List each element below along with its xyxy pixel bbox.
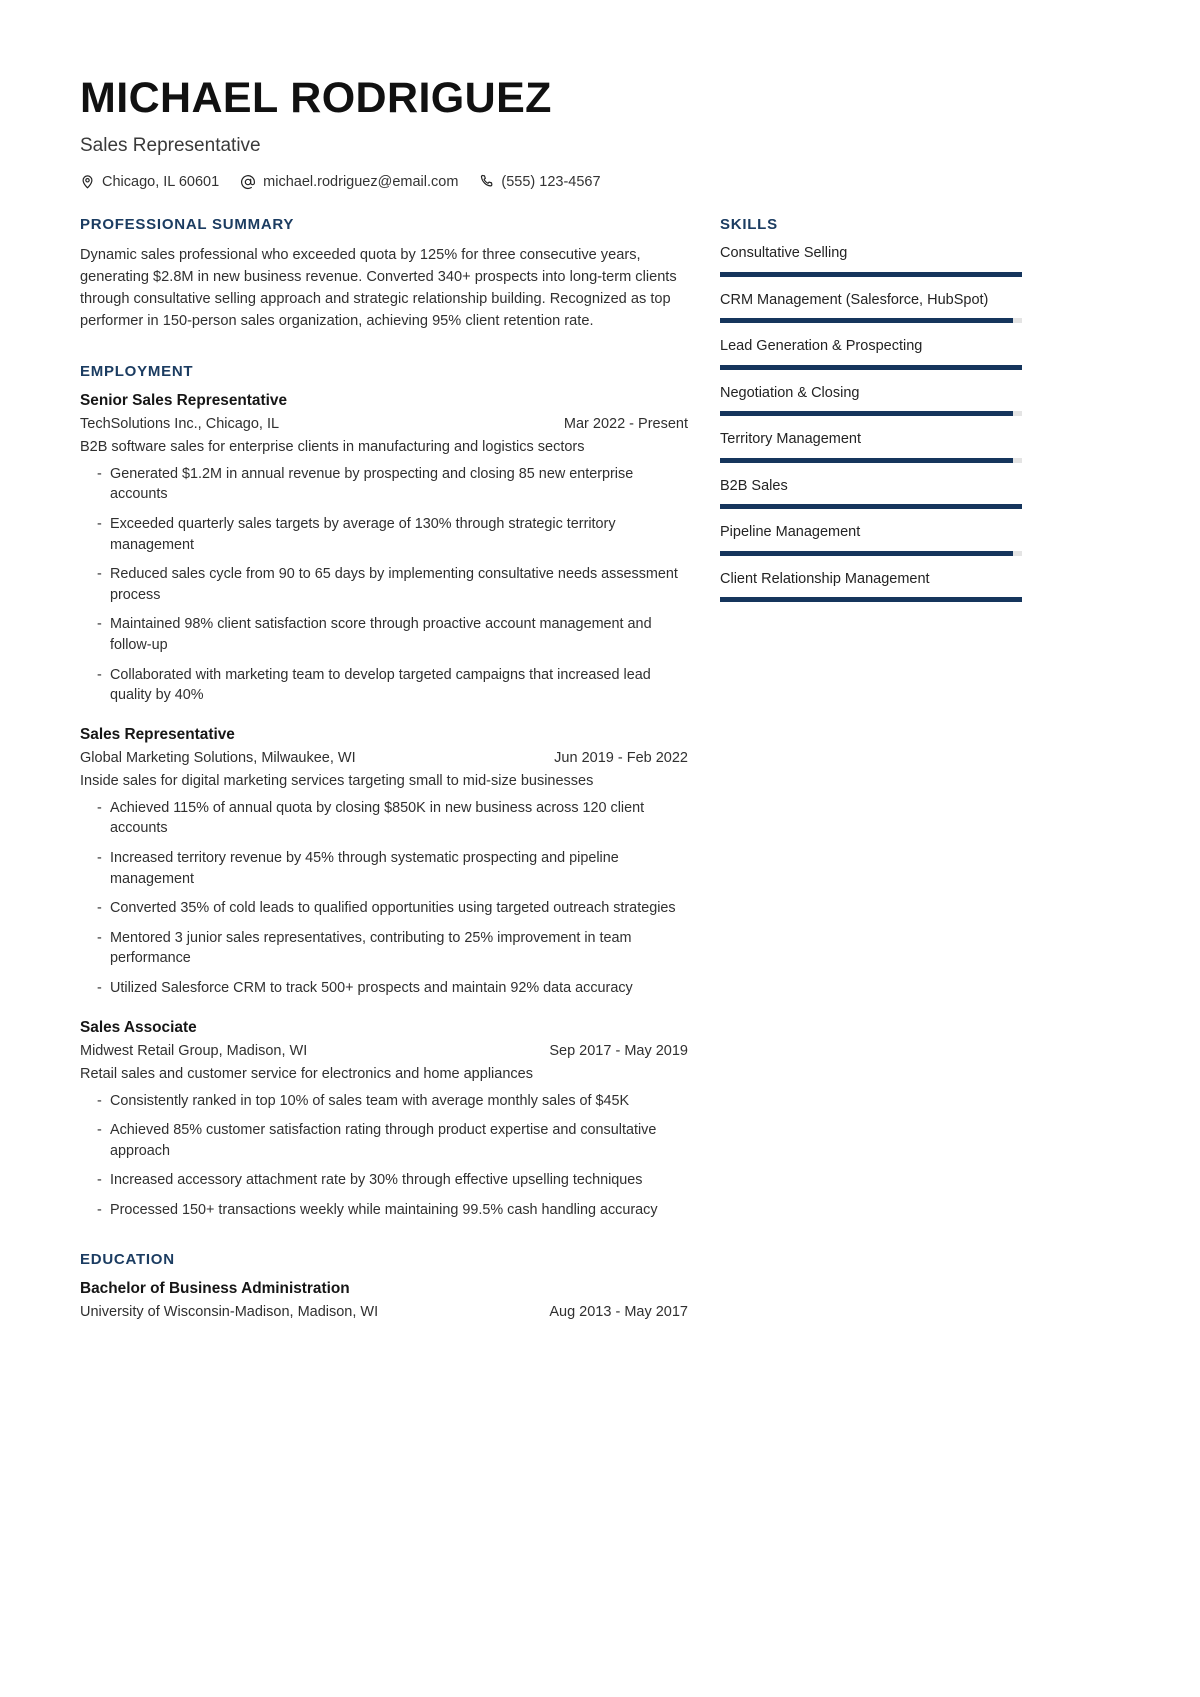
job-company: TechSolutions Inc., Chicago, IL [80,416,280,433]
job-bullet: - Reduced sales cycle from 90 to 65 days by implementing consultative needs assessment process [80,564,688,605]
contact-row [80,174,1030,190]
job-position: Senior Sales Representative [80,391,288,409]
section-skills [720,216,1022,603]
job-description: Inside sales for digital marketing services targeting small to mid-size businesses [80,772,594,789]
education-entry [80,1279,688,1323]
resume-header [80,74,1030,190]
skill-level-bar [720,551,1022,556]
job-dates: Jun 2019 - Feb 2022 [554,750,688,767]
skill-entry [720,337,1022,370]
skill-level-fill [720,597,1022,602]
phone-icon [479,174,494,189]
employment-entry [80,1018,688,1221]
skill-level-fill [720,551,1013,556]
skill-name: Territory Management [720,431,862,448]
section-professional-summary [80,216,688,333]
skill-name: Client Relationship Management [720,570,930,587]
contact-location [80,174,219,190]
job-company: Midwest Retail Group, Madison, WI [80,1043,308,1060]
job-description: B2B software sales for enterprise clients in manufacturing and logistics sectors [80,438,585,455]
job-bullet-list [80,1091,688,1221]
skill-level-bar [720,318,1022,323]
job-bullet: - Consistently ranked in top 10% of sales team with average monthly sales of $45K [80,1091,688,1112]
job-meta [80,748,688,768]
job-bullet: - Mentored 3 junior sales representatives, contributing to 25% improvement in team performance [80,928,688,969]
job-dates: Mar 2022 - Present [563,416,688,433]
job-bullet-list [80,798,688,999]
skill-level-bar [720,411,1022,416]
skill-entry [720,430,1022,463]
main-column [80,216,688,1353]
skill-entry [720,570,1022,603]
email-at-icon [240,174,256,190]
job-bullet: - Generated $1.2M in annual revenue by prospecting and closing 85 new enterprise accounts [80,464,688,505]
phone-text: (555) 123-4567 [501,173,601,190]
skills-column [720,216,1022,633]
skills-list [720,244,1022,603]
section-title-education: EDUCATION [80,1250,175,1268]
education-meta [80,1302,688,1322]
contact-phone [479,174,600,190]
resume-body [80,216,1030,1353]
job-bullet-list [80,464,688,706]
job-bullet: - Increased territory revenue by 45% through systematic prospecting and pipeline management [80,848,688,889]
job-dates: Sep 2017 - May 2019 [549,1043,688,1060]
skill-level-bar [720,458,1022,463]
skill-level-fill [720,504,1022,509]
job-company: Global Marketing Solutions, Milwaukee, WI [80,750,356,767]
section-title-summary: PROFESSIONAL SUMMARY [80,215,295,233]
section-education [80,1251,688,1323]
location-text: Chicago, IL 60601 [102,173,220,190]
education-school: University of Wisconsin-Madison, Madison, WI [80,1304,379,1321]
skill-entry [720,384,1022,417]
employment-entry [80,391,688,706]
education-list [80,1279,688,1323]
section-employment [80,363,688,1221]
job-bullet: - Achieved 115% of annual quota by closing $850K in new business across 120 client accounts [80,798,688,839]
education-dates: Aug 2013 - May 2017 [549,1304,688,1321]
candidate-name: MICHAEL RODRIGUEZ [80,74,552,122]
employment-entry [80,725,688,999]
skill-name: Consultative Selling [720,244,848,261]
skill-entry [720,523,1022,556]
summary-text: Dynamic sales professional who exceeded quota by 125% for three consecutive years, generating $2.8M in new business revenue. Converted 340+ prospects into long-term clients through consultative selling approach and strategic relationship building. Recognized as top performer in 150-person sales organization, achieving 95% client retention rate. [80,246,677,330]
job-position: Sales Representative [80,725,235,743]
job-description: Retail sales and customer service for electronics and home appliances [80,1065,533,1082]
skill-level-fill [720,318,1013,323]
skill-entry [720,477,1022,510]
job-bullet: - Maintained 98% client satisfaction score through proactive account management and follow-up [80,614,688,655]
location-pin-icon [80,174,95,189]
skill-level-fill [720,272,1022,277]
employment-list [80,391,688,1221]
job-position: Sales Associate [80,1018,197,1036]
skill-level-bar [720,365,1022,370]
job-bullet: - Collaborated with marketing team to develop targeted campaigns that increased lead quality by 40% [80,665,688,706]
candidate-job-title: Sales Representative [80,135,261,157]
job-bullet: - Converted 35% of cold leads to qualified opportunities using targeted outreach strategies [80,898,688,919]
skill-level-bar [720,272,1022,277]
section-title-skills: SKILLS [720,215,778,233]
skill-name: B2B Sales [720,477,788,494]
skill-level-bar [720,504,1022,509]
skill-level-fill [720,458,1013,463]
job-bullet: - Achieved 85% customer satisfaction rating through product expertise and consultative approach [80,1120,688,1161]
education-degree: Bachelor of Business Administration [80,1279,350,1297]
skill-name: Negotiation & Closing [720,384,860,401]
skill-name: Pipeline Management [720,524,861,541]
skill-name: Lead Generation & Prospecting [720,338,923,355]
job-meta [80,1041,688,1061]
section-title-employment: EMPLOYMENT [80,362,194,380]
skill-entry [720,291,1022,324]
email-text: michael.rodriguez@email.com [263,173,459,190]
job-bullet: - Increased accessory attachment rate by 30% through effective upselling techniques [80,1170,688,1191]
skill-name: CRM Management (Salesforce, HubSpot) [720,291,989,308]
job-meta [80,414,688,434]
job-bullet: - Processed 150+ transactions weekly while maintaining 99.5% cash handling accuracy [80,1200,688,1221]
job-bullet: - Utilized Salesforce CRM to track 500+ prospects and maintain 92% data accuracy [80,978,688,999]
skill-level-bar [720,597,1022,602]
skill-level-fill [720,365,1022,370]
skill-entry [720,244,1022,277]
skill-level-fill [720,411,1013,416]
contact-email [240,174,458,190]
job-bullet: - Exceeded quarterly sales targets by average of 130% through strategic territory management [80,514,688,555]
